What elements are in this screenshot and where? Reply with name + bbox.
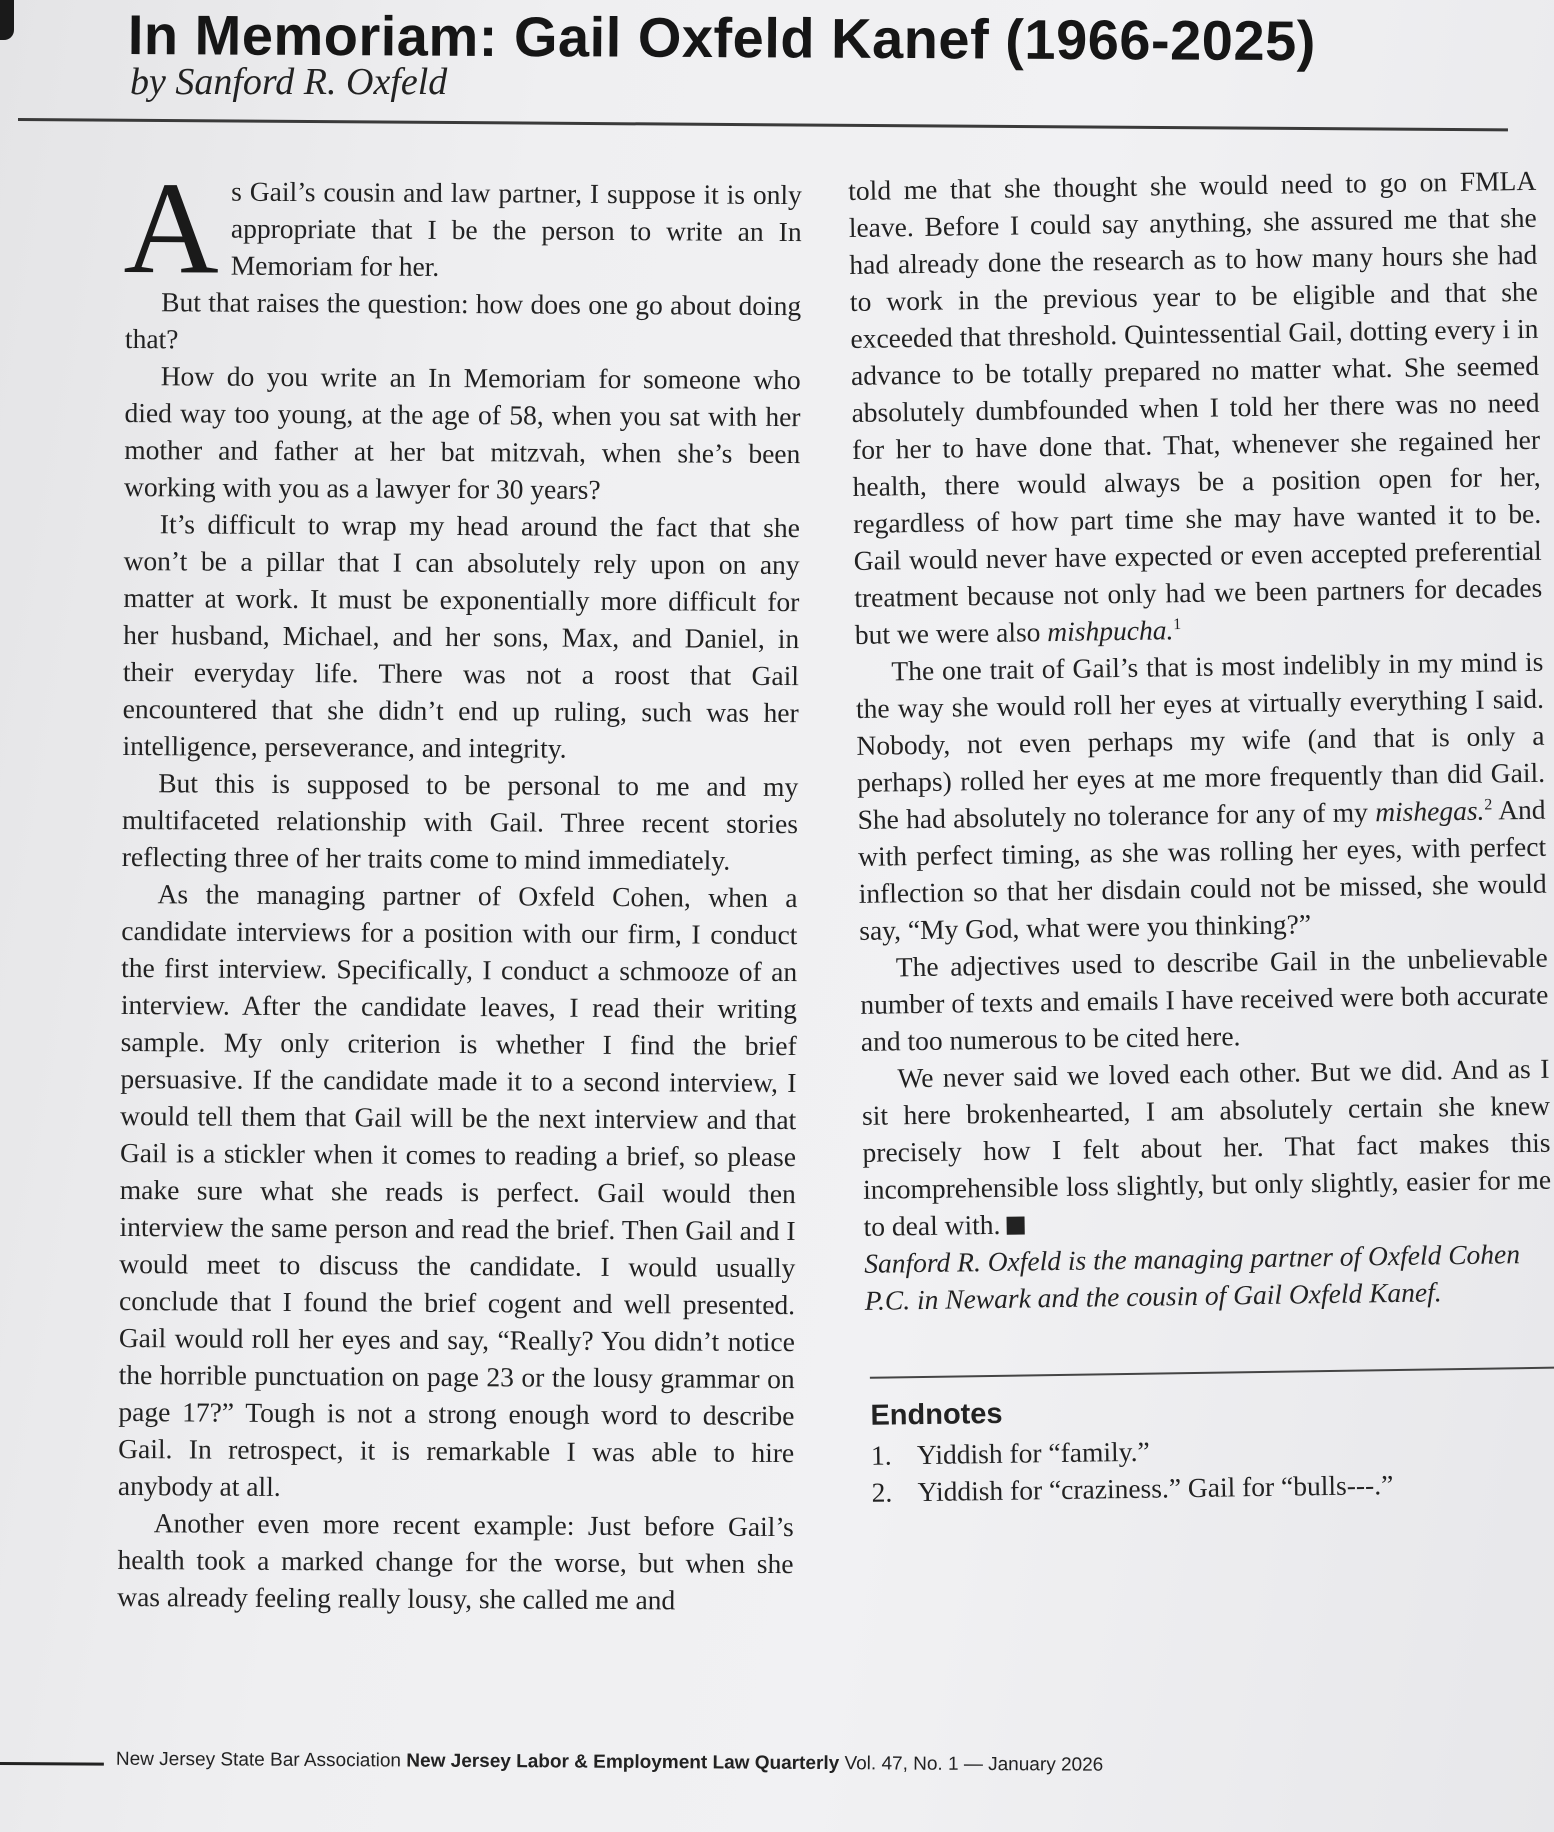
endnotes-divider bbox=[870, 1366, 1554, 1378]
endnote-ref-1[interactable]: 1 bbox=[1173, 615, 1182, 634]
paragraph-9 bbox=[855, 643, 1547, 949]
drop-cap: A bbox=[123, 153, 220, 302]
author-bio: Sanford R. Oxfeld is the managing partner of Oxfeld Cohen P.C. in Newark and the cousin of Gail Oxfeld Kanef. bbox=[863, 1238, 1521, 1316]
term-mishpucha: mishpucha. bbox=[1047, 614, 1174, 648]
footer-text bbox=[116, 1749, 1104, 1777]
footer-rule bbox=[0, 1762, 104, 1766]
endnotes-heading: Endnotes bbox=[870, 1397, 1003, 1432]
paragraph-4: It’s difficult to wrap my head around the fact that she won’t be a pillar that I can absolutely rely upon on any matter at work. It must be exponentially more difficult for her husband, Michael, and her sons, Max, and Daniel, in their everyday life. There was not a roost that Gail encountered that she didn’t end up ruling, such was her intelligence, perseverance, and integrity. bbox=[122, 508, 800, 764]
paragraph-7: Another even more recent example: Just before Gail’s health took a marked change for the worse, but when she was already feeling really lousy, she called me and bbox=[117, 1507, 794, 1616]
endnote-number: 2. bbox=[871, 1476, 893, 1508]
paragraph-2: But that raises the question: how does one go about doing that? bbox=[124, 286, 802, 355]
paragraph-1-text: s Gail’s cousin and law partner, I suppose it is only appropriate that I be the person to write an In Memoriam for her. bbox=[230, 175, 802, 282]
footer-issue: Vol. 47, No. 1 — January 2026 bbox=[839, 1753, 1104, 1776]
paragraph-9-text: The one trait of Gail’s that is most indelibly in my mind is the way she would roll her eyes at virtually everything I said. Nobody, not even perhaps my wife (and that is only a perhaps) rolled her eyes at me more frequently than did Gail. She had absolutely no tolerance for any of my bbox=[855, 645, 1546, 835]
footer-publication: New Jersey Labor & Employment Law Quarterly bbox=[406, 1750, 840, 1775]
paragraph-8-text: told me that she thought she would need to go on FMLA leave. Before I could say anything, she assured me that she had already done the research as to how many hours she had to work in the previous year to be eligible and that she exceeded that threshold. Quintessential Gail, dotting every i in advance to be totally prepared no matter what. She seemed absolutely dumbfounded when I told her there was no need for her to have done that. That, whenever she regained her health, there would always be a position open for her, regardless of how part time she may have wanted it to be. Gail would never have expected or even accepted preferential treatment because not only had we been partners for decades but we were also bbox=[848, 164, 1543, 650]
article-byline: by Sanford R. Oxfeld bbox=[130, 61, 448, 103]
paragraph-8 bbox=[848, 162, 1543, 653]
title-divider bbox=[18, 118, 1508, 131]
paragraph-3: How do you write an In Memoriam for someone who died way too young, at the age of 58, when you sat with her mother and father at her bat mitzvah, when she’s been working with you as a lawyer for 30 years? bbox=[123, 360, 801, 505]
page-footer bbox=[0, 1742, 1554, 1791]
right-column bbox=[848, 162, 1554, 1511]
end-of-article-square-icon bbox=[1006, 1217, 1024, 1235]
term-mishegas: mishegas. bbox=[1374, 794, 1485, 828]
endnote-ref-2[interactable]: 2 bbox=[1484, 796, 1493, 814]
paragraph-11 bbox=[861, 1050, 1552, 1245]
paragraph-6: As the managing partner of Oxfeld Cohen, when a candidate interviews for a position with our firm, I conduct the first interview. Specifically, I conduct a schmooze of an interview. After the candidate leaves, I read their writing sample. My only criterion is whether I find the brief persuasive. If the candidate made it to a second interview, I would tell them that Gail will be the next interview and that Gail is a stickler when it comes to reading a brief, so please make sure what she reads is perfect. Gail would then interview the same person and read the brief. Then Gail and I would meet to discuss the candidate. I would usually conclude that I found the brief cogent and well presented. Gail would roll her eyes and say, “Really? You didn’t notice the horrible punctuation on page 23 or the lousy grammar on page 17?” Tough is not a strong enough word to describe Gail. In retrospect, it is remarkable I was able to hire anybody at all. bbox=[117, 878, 798, 1502]
paragraph-10: The adjectives used to describe Gail in the unbelievable number of texts and emails I have received were both accurate and too numerous to be cited here. bbox=[860, 941, 1549, 1057]
endnote-number: 1. bbox=[870, 1439, 892, 1471]
paragraph-1 bbox=[123, 153, 802, 302]
paragraph-11-text: We never said we loved each other. But we did. And as I sit here brokenhearted, I am absolutely certain she knew precisely how I felt about her. That fact makes this incomprehensible loss slightly, but only slightly, easier for me to deal with. bbox=[861, 1052, 1552, 1242]
page-corner-shadow bbox=[0, 0, 14, 40]
endnote-text: Yiddish for “craziness.” Gail for “bulls---.” bbox=[917, 1469, 1394, 1508]
footer-org: New Jersey State Bar Association bbox=[115, 1748, 407, 1772]
left-column bbox=[117, 153, 802, 1619]
endnote-text: Yiddish for “family.” bbox=[916, 1435, 1150, 1471]
paragraph-5: But this is supposed to be personal to me and my multifaceted relationship with Gail. Three recent stories reflecting three of her traits come to mind immediately. bbox=[121, 767, 799, 876]
article-title: In Memoriam: Gail Oxfeld Kanef (1966-2025) bbox=[127, 2, 1317, 73]
paragraph-9-text-end: And with perfect timing, as she was rolling her eyes, with perfect inflection so that her disdain could not be missed, she would say, “My God, what were you thinking?” bbox=[857, 793, 1547, 946]
